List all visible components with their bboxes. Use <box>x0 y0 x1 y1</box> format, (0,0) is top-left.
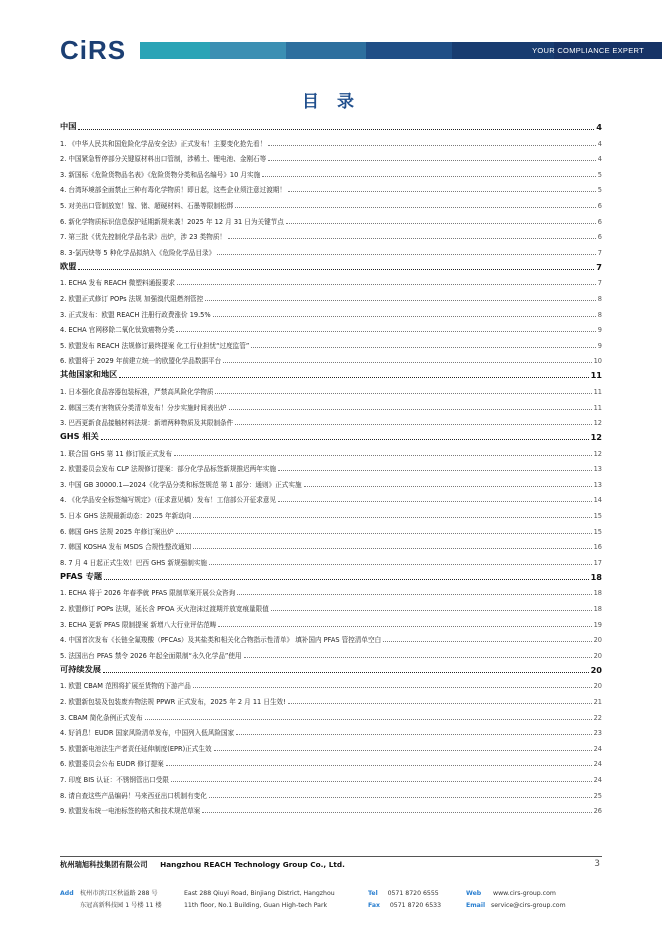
dot-leader <box>271 609 592 611</box>
toc-section-heading[interactable] <box>60 660 602 675</box>
header-band-segment <box>366 42 452 59</box>
dot-leader <box>209 796 592 798</box>
toc-entry[interactable] <box>60 629 602 645</box>
dot-leader <box>235 206 596 208</box>
entry-title: 6. 欧盟将于 2029 年前建立统一的欧盟化学品数据平台 <box>60 357 222 366</box>
page-ref: 12 <box>593 419 602 428</box>
toc-entry[interactable] <box>60 380 602 396</box>
page-ref: 20 <box>590 664 602 675</box>
web-label: Web <box>466 890 482 897</box>
fax-label: Fax <box>368 902 381 909</box>
page-ref: 18 <box>593 589 602 598</box>
header-band-segment <box>286 42 366 59</box>
dot-leader <box>383 640 591 642</box>
dot-leader <box>237 593 591 595</box>
dot-leader <box>214 749 592 751</box>
page-ref: 17 <box>593 558 602 567</box>
dot-leader <box>78 268 594 270</box>
page-ref: 11 <box>593 403 602 412</box>
dot-leader <box>176 330 595 332</box>
dot-leader <box>215 392 591 394</box>
dot-leader <box>171 780 592 782</box>
toc-section-heading[interactable] <box>60 117 602 132</box>
page-ref: 14 <box>593 496 602 505</box>
page-ref: 6 <box>597 201 602 210</box>
entry-title: 2. 欧盟正式修订 POPs 法规 加强溴代阻燃剂管控 <box>60 294 204 303</box>
entry-title: 6. 新化学物质标识信息保护延期新规来袭！2025 年 12 月 31 日为关键节点 <box>60 217 284 226</box>
page-ref: 12 <box>590 432 602 443</box>
dot-leader <box>244 656 592 658</box>
entry-title: 5. 日本 GHS 法规最新动态：2025 年新动向 <box>60 512 192 521</box>
dot-leader <box>193 516 591 518</box>
company-name-cn: 杭州瑞旭科技集团有限公司 <box>60 860 148 869</box>
dot-leader <box>251 346 596 348</box>
dot-leader <box>286 222 596 224</box>
entry-title: 3. ECHA 更新 PFAS 限制提案 新增八大行业评估范畴 <box>60 620 217 629</box>
entry-title: 7. 韩国 KOSHA 发布 MSDS 合规性整改通知 <box>60 543 192 552</box>
entry-title: 1. ECHA 将于 2026 年春季就 PFAS 限制草案开展公众咨询 <box>60 589 236 598</box>
entry-title: 2. 中国紧急暂停部分关键原材料出口管制，涉稀土、锂电池、金刚石等 <box>60 155 267 164</box>
page-ref: 12 <box>593 449 602 458</box>
page-ref: 26 <box>593 807 602 816</box>
dot-leader <box>193 547 591 549</box>
entry-title: 2. 欧盟委员会发布 CLP 法规修订提案：部分化学品标签新规推迟两年实施 <box>60 465 277 474</box>
entry-title: 2. 欧盟新包装及包装废弃物法规 PPWR 正式发布，2025 年 2 月 11 日生效! <box>60 698 286 706</box>
address-en-block <box>184 888 335 912</box>
page-ref: 18 <box>590 571 602 582</box>
dot-leader <box>202 811 591 813</box>
page-ref: 24 <box>593 775 602 784</box>
dot-leader <box>193 686 592 688</box>
dot-leader <box>176 532 592 534</box>
email-link[interactable]: service@cirs-group.com <box>491 902 566 909</box>
dot-leader <box>223 361 591 363</box>
page-ref: 21 <box>593 698 602 706</box>
page-ref: 24 <box>593 760 602 769</box>
dot-leader <box>205 299 596 301</box>
dot-leader <box>101 438 589 440</box>
dot-leader <box>217 253 596 255</box>
section-title: 中国 <box>60 121 77 131</box>
toc-entry[interactable] <box>60 179 602 195</box>
toc-entry[interactable] <box>60 303 602 319</box>
page-ref: 8 <box>597 310 602 319</box>
web-link[interactable]: www.cirs-group.com <box>493 890 556 897</box>
page-ref: 25 <box>593 791 602 800</box>
entry-title: 6. 欧盟委员会公布 EUDR 修订提案 <box>60 760 164 769</box>
entry-title: 4. ECHA 官网移除二氧化钛致癌物分类 <box>60 326 175 335</box>
header-band-segment <box>210 42 286 59</box>
dot-leader <box>174 454 592 456</box>
toc-entry[interactable] <box>60 272 602 288</box>
dot-leader <box>236 733 591 735</box>
address-en-line-1: East 288 Qiuyi Road, Binjiang District, Hangzhou <box>184 890 335 897</box>
page-ref: 6 <box>597 233 602 242</box>
toc-entry[interactable] <box>60 412 602 428</box>
address-cn-block <box>80 888 162 912</box>
page-ref: 20 <box>593 636 602 645</box>
tel-label: Tel <box>368 890 378 897</box>
dot-leader <box>104 578 588 580</box>
toc-entry[interactable] <box>60 132 602 148</box>
toc-entry[interactable] <box>60 551 602 567</box>
dot-leader <box>262 175 596 177</box>
toc-entry[interactable] <box>60 241 602 257</box>
toc-entry[interactable] <box>60 442 602 458</box>
dot-leader <box>213 315 596 317</box>
table-of-contents <box>60 117 602 815</box>
entry-title: 8. 7 月 4 日起正式生效！巴西 GHS 新规强制实施 <box>60 558 208 567</box>
entry-title: 4. 好消息！EUDR 国家风险清单发布，中国列入低风险国家 <box>60 729 235 738</box>
entry-title: 3. 中国 GB 30000.1—2024《化学品分类和标签规范 第 1 部分：通则》正式实施 <box>60 480 302 489</box>
toc-entry[interactable] <box>60 319 602 335</box>
entry-title: 1. 《中华人民共和国危险化学品安全法》正式发布！主要变化抢先看！ <box>60 139 267 148</box>
toc-entry[interactable] <box>60 458 602 474</box>
page-ref: 11 <box>590 370 602 381</box>
company-logo <box>60 36 126 64</box>
tel-value: 0571 8720 6555 <box>387 890 439 897</box>
dot-leader <box>78 128 594 130</box>
toc-entry[interactable] <box>60 504 602 520</box>
dot-leader <box>209 563 592 565</box>
section-title: PFAS 专题 <box>60 570 103 581</box>
page-ref: 5 <box>597 170 602 179</box>
footer-company <box>60 860 355 870</box>
dot-leader <box>278 469 592 471</box>
entry-title: 3. 正式发布：欧盟 REACH 注册行政费涨价 19.5% <box>60 310 211 319</box>
entry-title: 2. 欧盟修订 POPs 法规，延长含 PFOA 灭火泡沫过渡期并放宽痕量限值 <box>60 605 269 614</box>
toc-entry[interactable] <box>60 473 602 489</box>
toc-entry[interactable] <box>60 163 602 179</box>
page-ref: 7 <box>597 248 602 257</box>
header-tagline: YOUR COMPLIANCE EXPERT <box>532 46 644 55</box>
phone-block <box>368 888 441 912</box>
toc-entry[interactable] <box>60 520 602 536</box>
toc-section-heading[interactable] <box>60 567 602 582</box>
email-label: Email <box>466 902 486 909</box>
page-ref: 9 <box>597 341 602 350</box>
page-ref: 13 <box>593 465 602 474</box>
toc-entry[interactable] <box>60 334 602 350</box>
page-ref: 19 <box>593 620 602 629</box>
toc-entry[interactable] <box>60 210 602 226</box>
page-ref: 5 <box>597 186 602 195</box>
dot-leader <box>229 408 592 410</box>
dot-leader <box>166 764 592 766</box>
dot-leader <box>235 423 591 425</box>
page-ref: 16 <box>593 543 602 552</box>
dot-leader <box>119 376 588 378</box>
entry-title: 4. 《化学品安全标签编写规定》（征求意见稿）发布！工信部公开征求意见 <box>60 496 277 505</box>
entry-title: 7. 第三批《优先控制化学品名录》出炉，涉 23 类物质！ <box>60 233 227 242</box>
page-ref: 6 <box>597 217 602 226</box>
footer-divider <box>60 856 602 857</box>
toc-entry[interactable] <box>60 350 602 366</box>
dot-leader <box>103 671 589 673</box>
entry-title: 3. CBAM 简化条例正式发布 <box>60 713 143 722</box>
entry-title: 7. 印度 BIS 认证：不锈钢管出口受限 <box>60 775 169 784</box>
section-title: GHS 相关 <box>60 431 99 442</box>
dot-leader <box>288 702 592 704</box>
entry-title: 8. 请自查这些产品编码！马来西亚出口机制有变化 <box>60 791 207 800</box>
page-ref: 8 <box>597 294 602 303</box>
toc-entry[interactable] <box>60 722 602 738</box>
entry-title: 5. 欧盟发布 REACH 法规修订最终提案 化工行业担忧“过度监管” <box>60 341 250 350</box>
page-header <box>0 0 662 72</box>
page-ref: 13 <box>593 480 602 489</box>
entry-title: 5. 对美出口管制放宽！镓、锗、超硬材料、石墨等限制松绑 <box>60 201 234 210</box>
page-ref: 4 <box>597 139 602 148</box>
toc-entry[interactable] <box>60 675 602 691</box>
company-name-en: Hangzhou REACH Technology Group Co., Ltd. <box>160 860 345 869</box>
toc-entry[interactable] <box>60 768 602 784</box>
dot-leader <box>228 237 596 239</box>
toc-entry[interactable] <box>60 582 602 598</box>
page-ref: 10 <box>593 357 602 366</box>
address-en-line-2: 11th floor, No.1 Building, Guan High-tech Park <box>184 902 328 909</box>
toc-entry[interactable] <box>60 690 602 706</box>
address-cn-line-1: 杭州市滨江区秋溢路 288 号 <box>80 890 158 897</box>
address-label-block <box>60 888 74 900</box>
entry-title: 5. 欧盟新电池法生产者责任延伸制度(EPR)正式生效 <box>60 744 212 753</box>
toc-section-heading[interactable] <box>60 257 602 272</box>
dot-leader <box>268 159 596 161</box>
toc-entry[interactable] <box>60 706 602 722</box>
dot-leader <box>288 190 596 192</box>
header-band-segment <box>140 42 210 59</box>
page-ref: 4 <box>597 155 602 164</box>
entry-title: 1. 联合国 GHS 第 11 修订版正式发布 <box>60 449 172 458</box>
entry-title: 6. 韩国 GHS 法规 2025 年修订案出炉 <box>60 527 174 536</box>
page-ref: 18 <box>593 605 602 614</box>
toc-entry[interactable] <box>60 396 602 412</box>
toc-entry[interactable] <box>60 148 602 164</box>
page-ref: 11 <box>593 387 602 396</box>
dot-leader <box>304 485 592 487</box>
dot-leader <box>177 283 596 285</box>
toc-entry[interactable] <box>60 194 602 210</box>
toc-entry[interactable] <box>60 800 602 816</box>
page-ref: 9 <box>597 326 602 335</box>
toc-entry[interactable] <box>60 784 602 800</box>
entry-title: 9. 欧盟发布统一电池标签的格式和技术规范草案 <box>60 807 201 816</box>
dot-leader <box>218 625 591 627</box>
page-ref: 20 <box>593 682 602 691</box>
dot-leader <box>145 718 592 720</box>
toc-entry[interactable] <box>60 737 602 753</box>
page-ref: 15 <box>593 512 602 521</box>
toc-section-heading[interactable] <box>60 365 602 380</box>
page-ref: 7 <box>597 279 602 288</box>
entry-title: 2. 韩国三类有害物质分类清单发布！分步实施时间表出炉 <box>60 403 227 412</box>
fax-value: 0571 8720 6533 <box>389 902 442 909</box>
page-ref: 15 <box>593 527 602 536</box>
entry-title: 3. 新国标《危险货物品名表》《危险货物分类和品名编号》10 月实施 <box>60 170 261 179</box>
dot-leader <box>278 500 592 502</box>
section-title: 欧盟 <box>60 260 77 271</box>
logo-text: CiRS <box>60 35 127 65</box>
toc-entry[interactable] <box>60 489 602 505</box>
toc-entry[interactable] <box>60 597 602 613</box>
toc-entry[interactable] <box>60 613 602 629</box>
entry-title: 3. 巴西更新食品接触材料法规：新增两种物质及其限制条件 <box>60 419 234 428</box>
toc-entry[interactable] <box>60 287 602 303</box>
toc-entry[interactable] <box>60 226 602 242</box>
dot-leader <box>268 144 596 146</box>
address-label: Add <box>60 890 74 897</box>
page-ref: 20 <box>593 651 602 660</box>
entry-title: 8. 3-氯丙炔等 5 种化学品拟纳入《危险化学品目录》 <box>60 248 216 257</box>
entry-title: 1. 欧盟 CBAM 范围将扩展至货物的下游产品 <box>60 682 191 691</box>
page-ref: 22 <box>593 713 602 722</box>
toc-entry[interactable] <box>60 536 602 552</box>
entry-title: 1. 日本强化食品容器包装标准，严禁高风险化学物质 <box>60 387 214 396</box>
page-number: 3 <box>594 859 600 869</box>
entry-title: 1. ECHA 发布 REACH 微塑料通报要求 <box>60 279 175 288</box>
entry-title: 4. 中国首次发布《长链全氟羧酸（PFCAs）及其盐类和相关化合物指示性清单》 填补国内 PFAS 管控清单空白 <box>60 636 382 645</box>
toc-entry[interactable] <box>60 644 602 660</box>
page-ref: 23 <box>593 729 602 738</box>
address-cn-line-2: 东冠高新科技园 1 号楼 11 楼 <box>80 902 162 909</box>
toc-section-heading[interactable] <box>60 427 602 442</box>
entry-title: 4. 台湾环境部全面禁止三种有毒化学物质！即日起，这些企业须注意过渡期！ <box>60 186 286 195</box>
entry-title: 5. 法国出台 PFAS 禁令 2026 年起全面限制“永久化学品”使用 <box>60 651 242 660</box>
web-block <box>466 888 566 912</box>
toc-entry[interactable] <box>60 753 602 769</box>
page-ref: 4 <box>596 122 602 132</box>
section-title: 其他国家和地区 <box>60 369 118 380</box>
page-ref: 7 <box>596 261 602 272</box>
section-title: 可持续发展 <box>60 663 101 674</box>
page-ref: 24 <box>593 744 602 753</box>
toc-title: 目 录 <box>302 92 360 112</box>
